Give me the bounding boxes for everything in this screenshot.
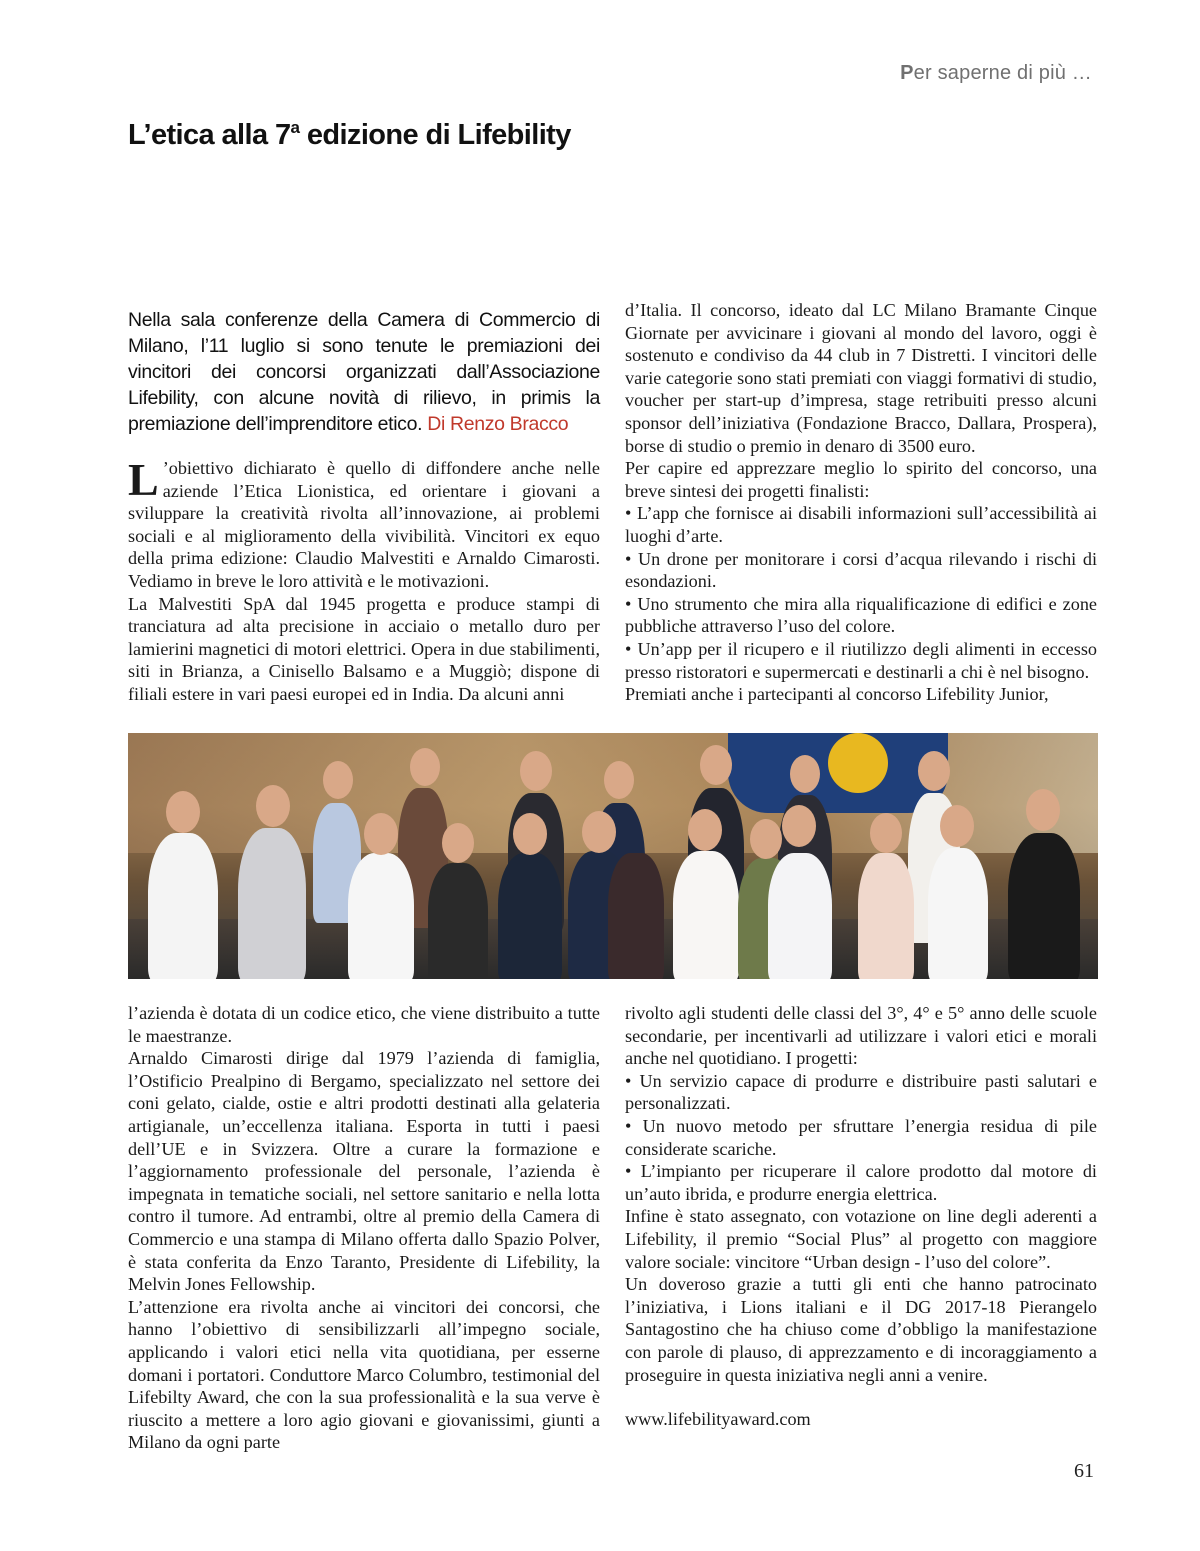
- bullet-item: • Uno strumento che mira alla riqualificazione di edifici e zone pubbliche attraverso l’uso del colore.: [625, 593, 1097, 637]
- column-left-bottom: [128, 1002, 600, 1454]
- title-prefix: L’etica alla 7: [128, 119, 291, 151]
- person-head: [410, 748, 440, 786]
- paragraph: Infine è stato assegnato, con votazione on line degli aderenti a Lifebility, il premio “Social Plus” al progetto con maggiore valore sociale: vincitore “Urban design - l’uso del colore”.: [625, 1206, 1097, 1272]
- drop-cap: L: [128, 454, 159, 505]
- person: [673, 851, 739, 979]
- paragraph: La Malvestiti SpA dal 1945 progetta e produce stampi di tranciatura ad alta precisione in acciaio o metallo duro per lamierini magnetici di motori elettrici. Opera in due stabilimenti, siti in Brianza, a Cinisello Balsamo e a Muggiò; dispone di filiali estere in vari paesi europei ed in India. Da alcuni anni: [128, 593, 600, 704]
- paragraph: Premiati anche i partecipanti al concorso Lifebility Junior,: [625, 684, 1049, 705]
- person-head: [256, 785, 290, 827]
- person-head: [750, 819, 782, 859]
- person-head: [520, 751, 552, 791]
- person: [608, 853, 664, 979]
- person-head: [323, 761, 353, 799]
- person: [348, 853, 414, 979]
- column-left-top: [128, 454, 600, 706]
- column-right-bottom: [625, 1002, 1097, 1431]
- person-head: [442, 823, 474, 863]
- person-head: [688, 809, 722, 851]
- lions-logo: [828, 733, 888, 793]
- section-tag-initial: P: [900, 62, 914, 84]
- column-right-top: [625, 299, 1097, 706]
- paragraph: Arnaldo Cimarosti dirige dal 1979 l’azienda di famiglia, l’Ostificio Prealpino di Bergamo, specializzato nel settore dei coni gelato, cialde, ostie e altri prodotti destinati alla gelateria artigianale, un’eccellenza italiana. Esporta in tutti i paesi dell’UE e in Svizzera. Oltre a curare la formazione e l’aggiornamento professionale del personale, l’azienda è impegnata in tematiche sociali, nel settore sanitario e nella lotta contro il tumore. Ad entrambi, oltre al premio della Camera di Commercio e una stampa di Milano offerta dallo Spazio Polver, è stata conferita da Enzo Taranto, Presidente di Lifebility, la Melvin Jones Fellowship.: [128, 1048, 600, 1295]
- person: [768, 853, 832, 979]
- bullet-item: • Un servizio capace di produrre e distribuire pasti salutari e personalizzati.: [625, 1070, 1097, 1114]
- paragraph: l’azienda è dotata di un codice etico, che viene distribuito a tutte le maestranze.: [128, 1003, 600, 1046]
- person-head: [604, 761, 634, 799]
- group-photo: [128, 733, 1098, 979]
- bullet-item: • Un nuovo metodo per sfruttare l’energia residua di pile considerate scariche.: [625, 1115, 1097, 1159]
- person: [1008, 833, 1080, 979]
- paragraph: d’Italia. Il concorso, ideato dal LC Milano Bramante Cinque Giornate per avvicinare i giovani al mondo del lavoro, oggi è sostenuto e condiviso da 44 club in 7 Distretti. I vincitori delle varie categorie sono stati premiati con viaggi formativi di studio, voucher per start-up d’impresa, stage retribuiti presso alcuni sponsor dell’iniziativa (Fondazione Bracco, Dallara, Prospera), borse di studio o premio in denaro di 3500 euro.: [625, 300, 1097, 456]
- person: [428, 863, 488, 979]
- person: [928, 848, 988, 979]
- section-tag-text: er saperne di più …: [913, 62, 1092, 84]
- title-superscript: a: [290, 118, 300, 137]
- bullet-item: • Un’app per il ricupero e il riutilizzo degli alimenti in eccesso presso ristoratori e supermercati e destinarli a chi è nel bisogno.: [625, 638, 1097, 682]
- title-suffix: edizione di Lifebility: [299, 119, 571, 151]
- person-head: [364, 813, 398, 855]
- person-head: [918, 751, 950, 791]
- section-tag: [900, 62, 1092, 85]
- article-title: [128, 118, 571, 152]
- article-lead: [128, 307, 600, 437]
- person-head: [513, 813, 547, 855]
- person-head: [940, 805, 974, 847]
- person: [858, 853, 914, 979]
- paragraph-text: ’obiettivo dichiarato è quello di diffondere anche nelle aziende l’Etica Lionistica, ed orientare i giovani a sviluppare la creatività rivolta all’innovazione, ai problemi sociali e al miglioramento della vivibilità. Vincitori ex equo della prima edizione: Claudio Malvestiti e Arnaldo Cimarosti. Vediamo in breve le loro attività e le motivazioni.: [128, 458, 600, 591]
- person-head: [700, 745, 732, 785]
- bullet-item: • L’impianto per ricuperare il calore prodotto dal motore di un’auto ibrida, e produrre energia elettrica.: [625, 1161, 1097, 1204]
- person-head: [870, 813, 902, 853]
- lead-text: Nella sala conferenze della Camera di Commercio di Milano, l’11 luglio si sono tenute le premiazioni dei vincitori dei concorsi organizzati dall’Associazione Lifebility, con alcune novità di rilievo, in primis la premiazione dell’imprenditore etico.: [128, 309, 600, 435]
- person-head: [1026, 789, 1060, 831]
- person: [498, 853, 562, 979]
- paragraph: L’attenzione era rivolta anche ai vincitori dei concorsi, che hanno l’obiettivo di sensibilizzarli all’impegno sociale, applicando i valori etici nella vita quotidiana, per esserne domani i portatori. Conduttore Marco Columbro, testimonial del Lifebilty Award, che con la sua professionalità e la sua verve è riuscito a mettere a loro agio giovani e giovanissimi, giunti a Milano da ogni parte: [128, 1296, 600, 1453]
- author-byline: Di Renzo Bracco: [427, 413, 569, 435]
- website-link[interactable]: www.lifebilityaward.com: [625, 1409, 811, 1430]
- person-head: [582, 811, 616, 853]
- person-head: [790, 755, 820, 793]
- bullet-item: • L’app che fornisce ai disabili informazioni sull’accessibilità ai luoghi d’arte.: [625, 503, 1097, 546]
- paragraph: Un doveroso grazie a tutti gli enti che hanno patrocinato l’iniziativa, i Lions italiani e il DG 2017-18 Pierangelo Santagostino che ha chiuso come d’obbligo la manifestazione con parole di plauso, di apprezzamento e di incoraggiamento a proseguire in questa iniziativa negli anni a venire.: [625, 1274, 1097, 1385]
- paragraph: rivolto agli studenti delle classi del 3°, 4° e 5° anno delle scuole secondarie, per incentivarli ad utilizzare i valori etici e morali anche nel quotidiano. I progetti:: [625, 1003, 1097, 1069]
- person-head: [166, 791, 200, 833]
- paragraph: Per capire ed apprezzare meglio lo spirito del concorso, una breve sintesi dei progetti finalisti:: [625, 458, 1097, 501]
- bullet-item: • Un drone per monitorare i corsi d’acqua rilevando i rischi di esondazioni.: [625, 548, 1097, 592]
- paragraph: [128, 454, 600, 593]
- page-number: 61: [1074, 1460, 1094, 1482]
- person: [148, 833, 218, 979]
- person: [238, 828, 306, 979]
- person-head: [782, 805, 816, 847]
